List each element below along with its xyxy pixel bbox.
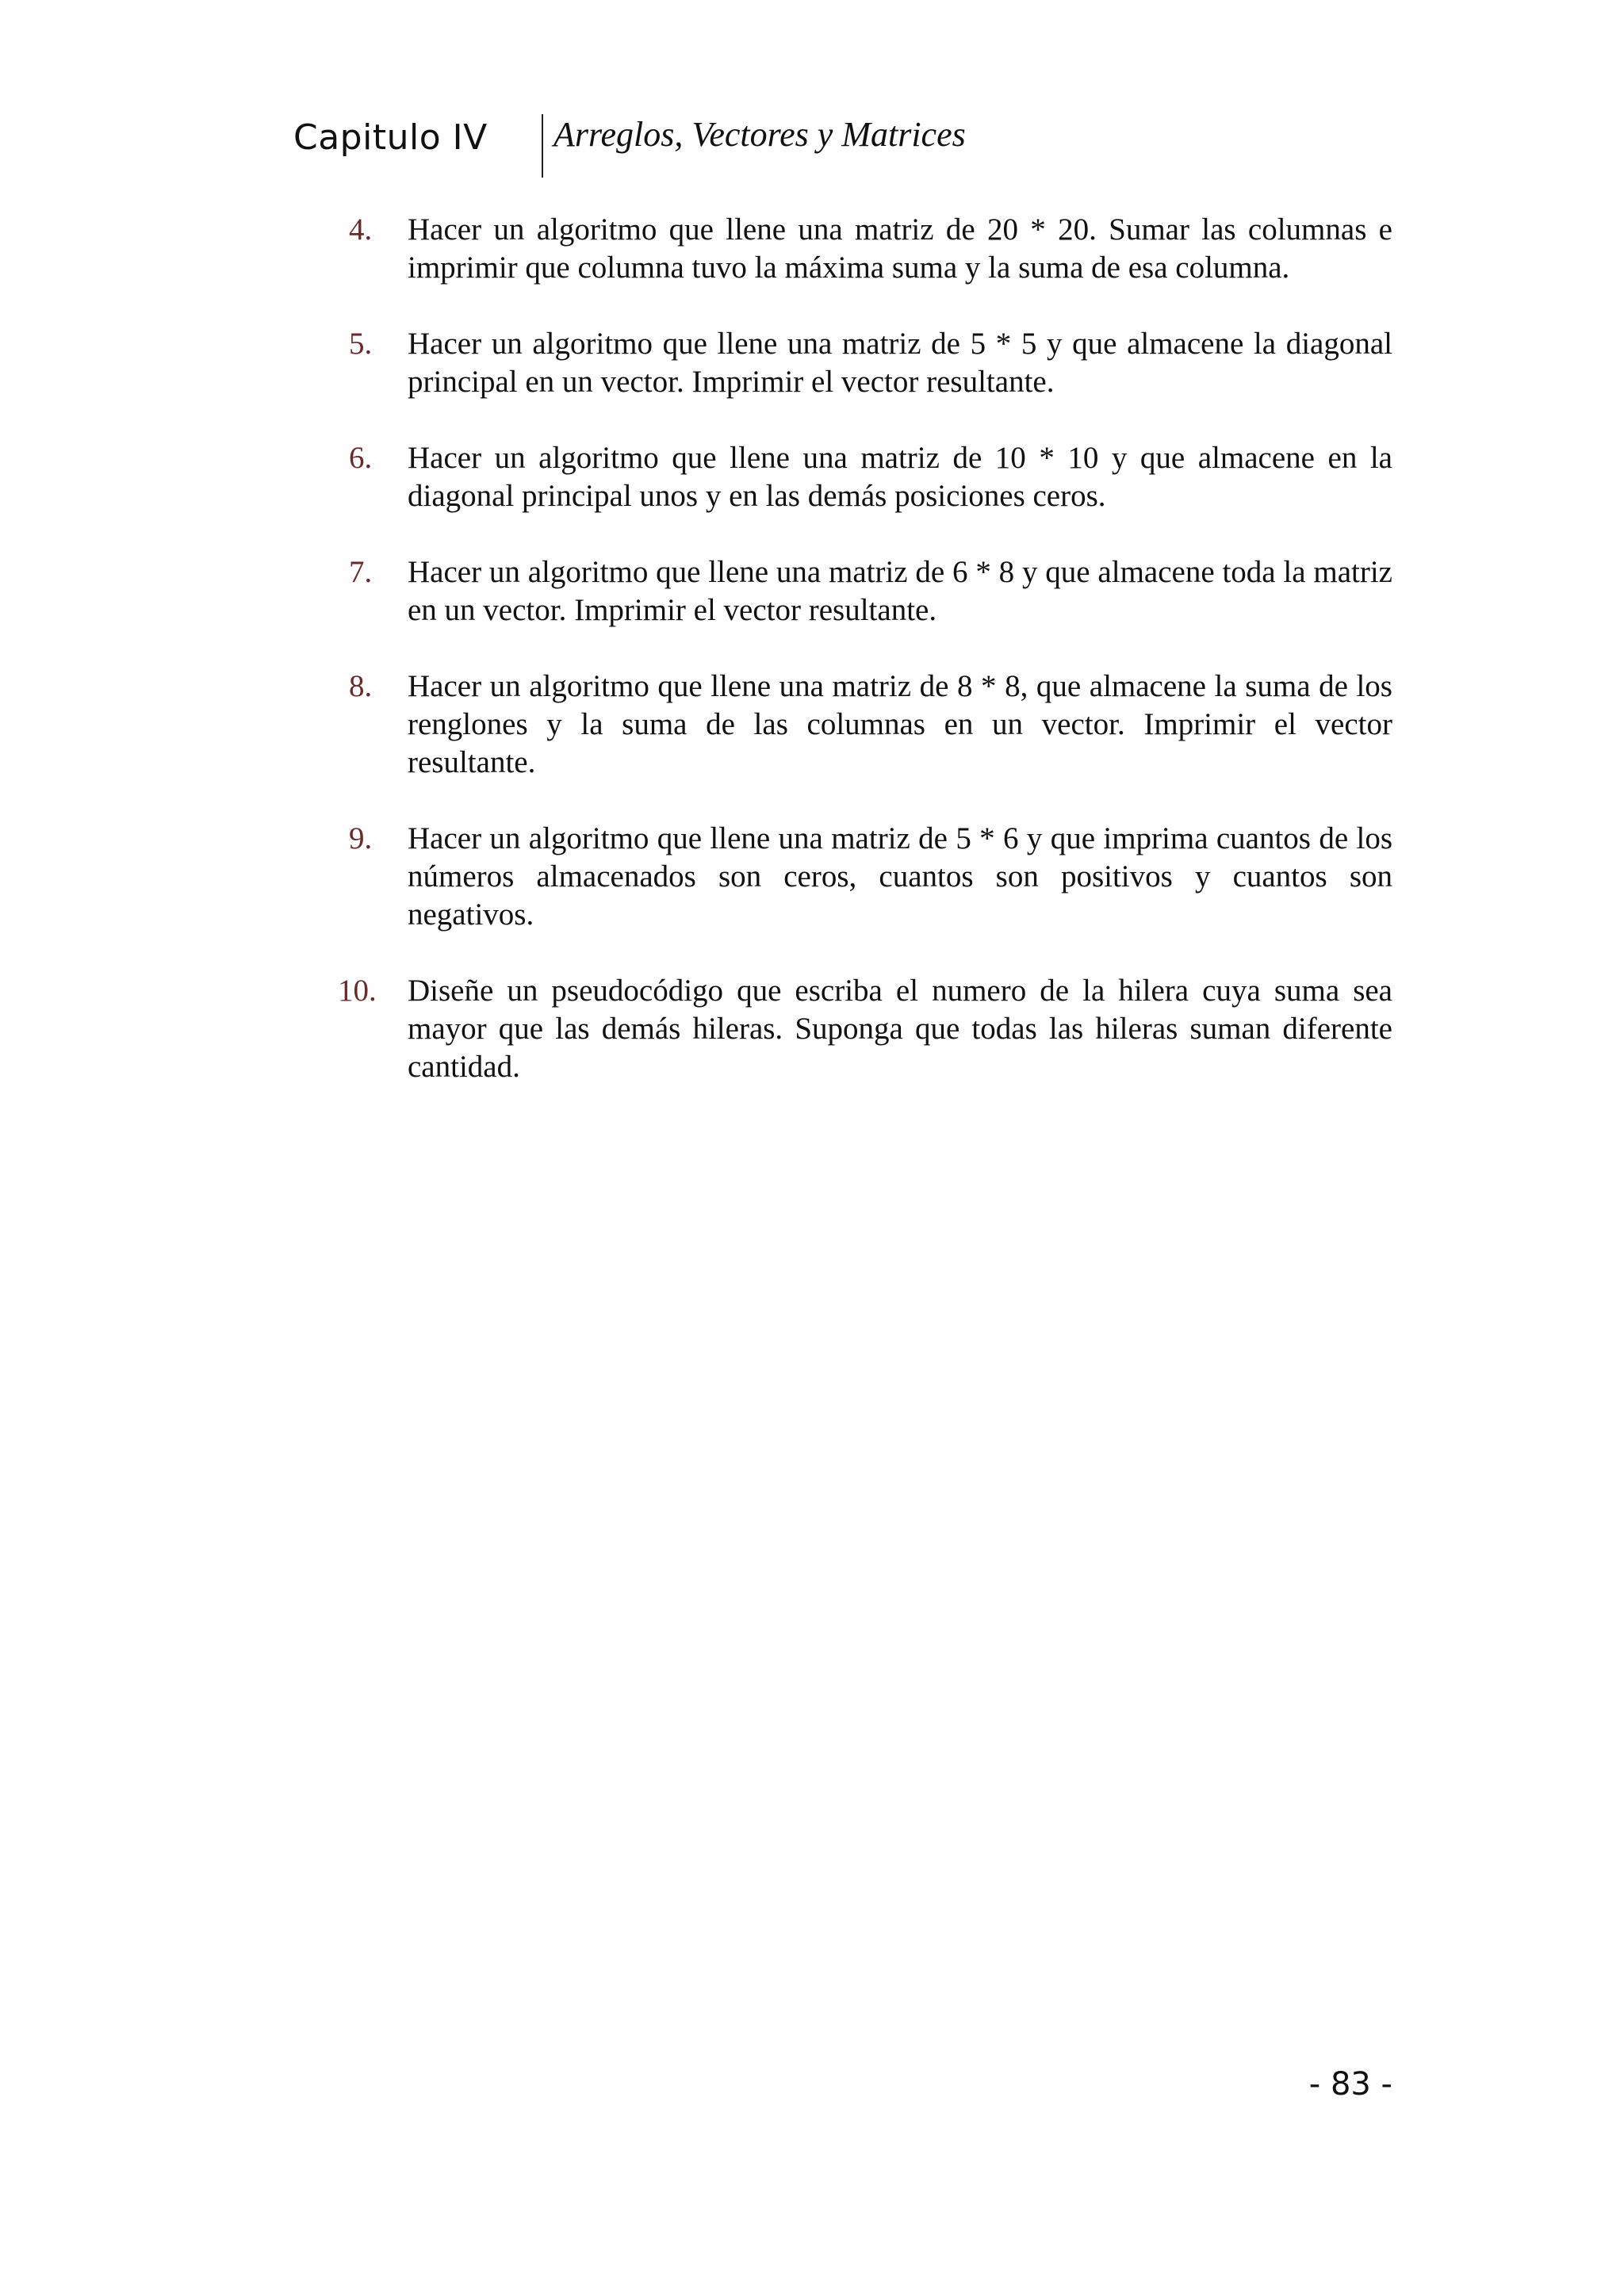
exercise-item-9 xyxy=(349,820,1392,934)
chapter-label: Capitulo IV xyxy=(293,117,488,158)
exercise-text: Hacer un algoritmo que llene una matriz de 5 * 6 y que imprima cuantos de los números almacenados son ceros, cuantos son positivos y cuantos son negativos. xyxy=(408,821,1392,932)
exercise-text: Hacer un algoritmo que llene una matriz de 5 * 5 y que almacene la diagonal principal en un vector. Imprimir el vector resultante. xyxy=(408,327,1392,399)
exercise-text: Hacer un algoritmo que llene una matriz de 10 * 10 y que almacene en la diagonal principal unos y en las demás posiciones ceros. xyxy=(408,441,1392,513)
exercise-number: 8. xyxy=(349,669,373,703)
exercise-item-7 xyxy=(349,553,1392,629)
page-number: - 83 - xyxy=(1308,2066,1392,2103)
header-divider xyxy=(542,114,543,178)
exercise-item-5 xyxy=(349,325,1392,401)
exercise-number: 7. xyxy=(349,555,373,589)
exercise-text: Diseñe un pseudocódigo que escriba el numero de la hilera cuya suma sea mayor que las demás hileras. Suponga que todas las hileras suman diferente cantidad. xyxy=(408,974,1392,1084)
page-header xyxy=(293,103,1404,179)
exercise-number: 5. xyxy=(349,327,373,361)
exercise-list xyxy=(338,211,1392,1124)
exercise-number: 4. xyxy=(349,212,373,247)
exercise-text: Hacer un algoritmo que llene una matriz de 8 * 8, que almacene la suma de los renglones y la suma de las columnas en un vector. Imprimir el vector resultante. xyxy=(408,669,1392,779)
exercise-number: 6. xyxy=(349,441,373,475)
exercise-item-8 xyxy=(349,668,1392,782)
exercise-number: 9. xyxy=(349,821,373,855)
exercise-item-4 xyxy=(349,211,1392,287)
exercise-item-6 xyxy=(349,439,1392,515)
chapter-title: Arreglos, Vectores y Matrices xyxy=(553,115,966,154)
exercise-text: Hacer un algoritmo que llene una matriz de 6 * 8 y que almacene toda la matriz en un vector. Imprimir el vector resultante. xyxy=(408,555,1392,627)
exercise-item-10 xyxy=(338,972,1392,1086)
exercise-text: Hacer un algoritmo que llene una matriz de 20 * 20. Sumar las columnas e imprimir que columna tuvo la máxima suma y la suma de esa columna. xyxy=(408,212,1392,285)
exercise-number: 10. xyxy=(338,974,377,1008)
